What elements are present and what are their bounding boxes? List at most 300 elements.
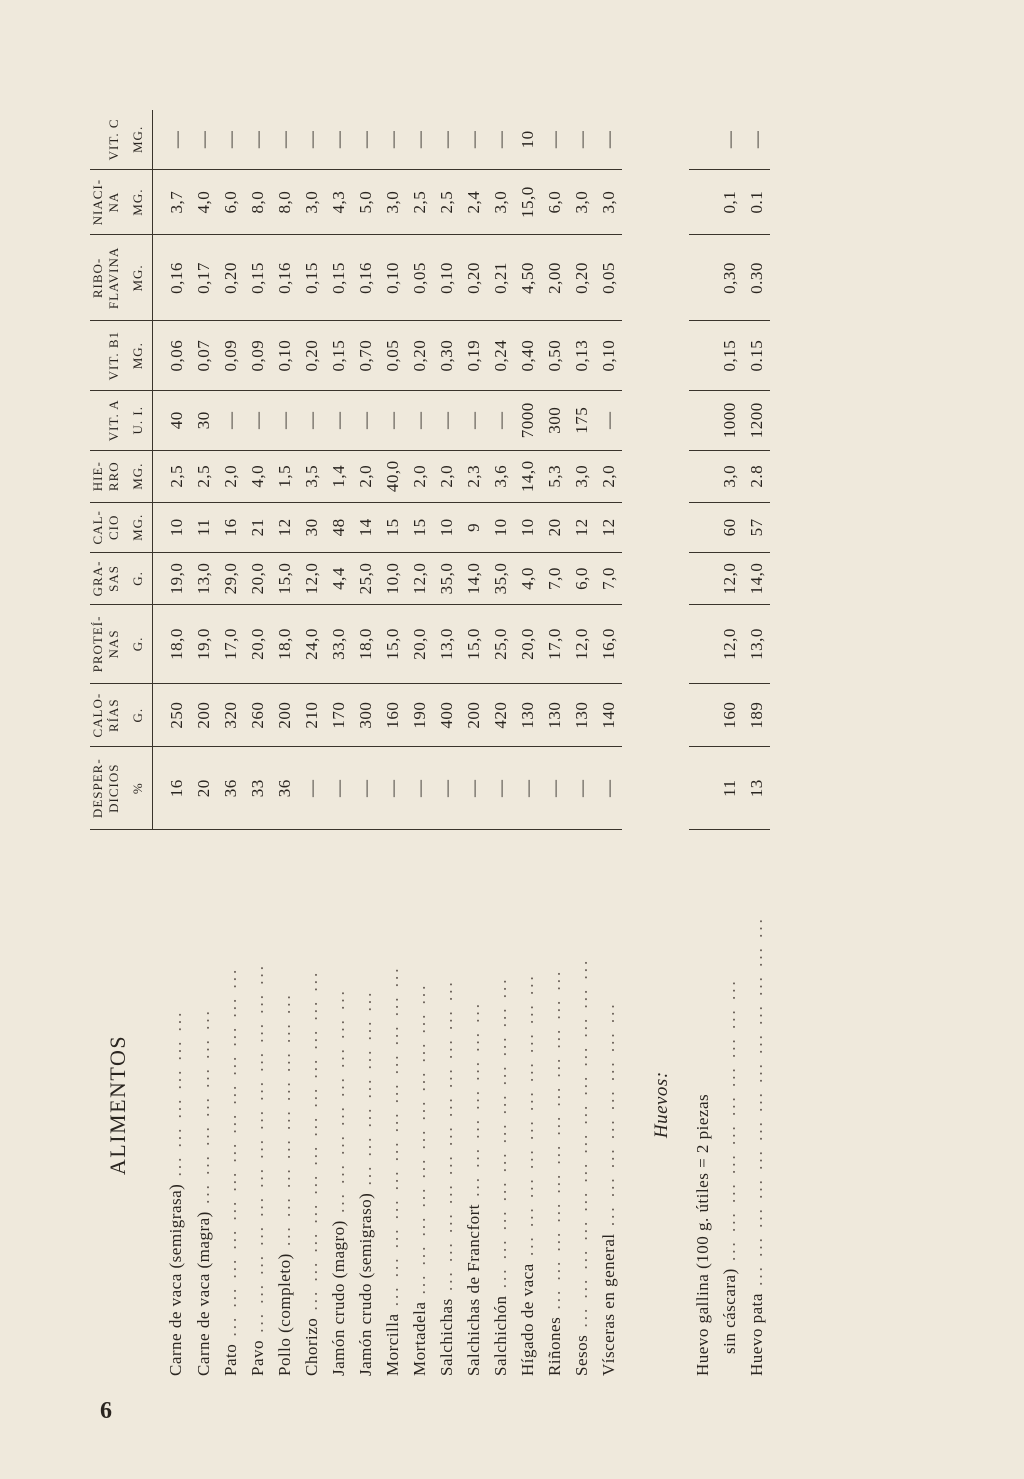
empty-cell xyxy=(622,450,689,502)
table-cell: 10 xyxy=(153,502,191,552)
food-name: Huevo pata xyxy=(746,1293,766,1376)
leader-dots: ... ... ... ... ... ... ... ... ... ... ... ... ... xyxy=(247,963,267,1340)
empty-cell xyxy=(622,169,689,235)
table-cell: 210 xyxy=(298,683,325,746)
header-proteinas: PROTEÍ- NAS xyxy=(90,604,128,683)
table-cell: — xyxy=(271,390,298,450)
table-cell: 13,0 xyxy=(433,604,460,683)
table-cell: 0,09 xyxy=(244,321,271,390)
table-cell: 48 xyxy=(325,502,352,552)
table-cell: 0,16 xyxy=(153,235,191,321)
table-cell: 11 xyxy=(190,502,217,552)
table-cell: 0,15 xyxy=(325,321,352,390)
table-cell: 18,0 xyxy=(153,604,191,683)
table-cell: 1,5 xyxy=(271,450,298,502)
table-cell: 0,15 xyxy=(325,235,352,321)
table-cell: — xyxy=(460,747,487,830)
leader-dots: ... ... ... ... ... ... ... ... ... ... ... ... xyxy=(544,968,564,1317)
table-cell: 15,0 xyxy=(271,552,298,604)
table-cell: — xyxy=(595,110,622,169)
leader-dots: ... ... ... ... ... ... ... ... ... xyxy=(274,992,294,1254)
empty-cell xyxy=(689,235,716,321)
table-cell: 0,50 xyxy=(541,321,568,390)
food-name: Carne de vaca (magra) xyxy=(193,1211,213,1376)
table-cell: 9 xyxy=(460,502,487,552)
table-cell: 13,0 xyxy=(190,552,217,604)
food-name-cell xyxy=(568,830,595,1381)
table-cell: 15,0 xyxy=(379,604,406,683)
table-cell: 5,0 xyxy=(352,169,379,235)
table-cell: 21 xyxy=(244,502,271,552)
table-cell: 0,16 xyxy=(352,235,379,321)
table-cell: — xyxy=(379,390,406,450)
table-cell: 2,4 xyxy=(460,169,487,235)
table-cell: 250 xyxy=(153,683,191,746)
table-cell: 0,06 xyxy=(153,321,191,390)
table-cell: 0,10 xyxy=(271,321,298,390)
nutrition-table xyxy=(90,110,770,1380)
food-name: Pato xyxy=(220,1343,240,1376)
table-cell: — xyxy=(244,390,271,450)
table-cell: — xyxy=(716,110,743,169)
section-title: Huevos: xyxy=(650,1071,672,1139)
table-cell: 0,15 xyxy=(244,235,271,321)
table-cell: 14 xyxy=(352,502,379,552)
table-cell: 8,0 xyxy=(244,169,271,235)
header-calcio: CAL- CIO xyxy=(90,502,128,552)
table-cell: 6,0 xyxy=(568,552,595,604)
table-cell: 40 xyxy=(153,390,191,450)
table-cell: 12,0 xyxy=(406,552,433,604)
table-cell: — xyxy=(487,110,514,169)
leader-dots: ... ... ... ... ... ... ... xyxy=(463,1001,483,1204)
table-cell: 0,20 xyxy=(406,321,433,390)
table-cell: 200 xyxy=(460,683,487,746)
empty-cell xyxy=(622,604,689,683)
table-cell: — xyxy=(568,110,595,169)
empty-cell xyxy=(622,235,689,321)
table-cell: 0,13 xyxy=(568,321,595,390)
table-cell: 12,0 xyxy=(568,604,595,683)
food-name: Carne de vaca (semigrasa) xyxy=(166,1183,186,1376)
table-cell: — xyxy=(271,110,298,169)
table-row xyxy=(190,110,217,1380)
table-cell: 10,0 xyxy=(379,552,406,604)
food-name: Jamón crudo (magro) xyxy=(328,1220,348,1376)
table-cell: 5,3 xyxy=(541,450,568,502)
table-row xyxy=(595,110,622,1380)
table-row xyxy=(514,110,541,1380)
empty-cell xyxy=(622,683,689,746)
table-cell: 20 xyxy=(541,502,568,552)
table-cell: 35,0 xyxy=(433,552,460,604)
table-cell: 0,10 xyxy=(379,235,406,321)
table-row xyxy=(460,110,487,1380)
empty-cell xyxy=(622,502,689,552)
table-cell: 12 xyxy=(595,502,622,552)
table-cell: 14,0 xyxy=(514,450,541,502)
food-name-cell xyxy=(190,830,217,1381)
leader-dots: ... ... ... ... ... ... ... ... ... ... ... ... xyxy=(301,969,321,1318)
table-cell: 0,09 xyxy=(217,321,244,390)
header-calorias: CALO- RÍAS xyxy=(90,683,128,746)
leader-dots: ... ... ... ... ... ... ... ... ... ... ... xyxy=(409,982,429,1302)
leader-dots: ... ... ... ... ... ... ... ... ... ... xyxy=(517,973,537,1264)
table-cell: 16,0 xyxy=(595,604,622,683)
leader-dots: ... ... ... ... ... ... ... xyxy=(355,989,375,1193)
table-cell: 3,7 xyxy=(153,169,191,235)
food-name-cell xyxy=(244,830,271,1381)
table-cell: 189 xyxy=(743,683,770,746)
table-row xyxy=(433,110,460,1380)
table-cell: 4,0 xyxy=(244,450,271,502)
table-cell: 33 xyxy=(244,747,271,830)
table-cell: 17,0 xyxy=(217,604,244,683)
header-row-labels xyxy=(90,110,128,1380)
table-cell: 12 xyxy=(568,502,595,552)
table-cell: 0,15 xyxy=(716,321,743,390)
section-row xyxy=(622,110,689,1380)
table-cell: 33,0 xyxy=(325,604,352,683)
table-cell: 2,3 xyxy=(460,450,487,502)
table-cell: 15 xyxy=(379,502,406,552)
table-cell: 10 xyxy=(433,502,460,552)
table-cell: 420 xyxy=(487,683,514,746)
table-cell: — xyxy=(217,110,244,169)
leader-dots: ... ... ... ... ... ... ... ... xyxy=(598,1001,618,1234)
table-cell: 1000 xyxy=(716,390,743,450)
table-cell: 14,0 xyxy=(460,552,487,604)
table-cell: 0,10 xyxy=(433,235,460,321)
table-cell: 130 xyxy=(514,683,541,746)
table-cell: 175 xyxy=(568,390,595,450)
table-row xyxy=(487,110,514,1380)
table-cell: 18,0 xyxy=(271,604,298,683)
empty-cell xyxy=(622,321,689,390)
table-cell: 0,05 xyxy=(595,235,622,321)
empty-cell xyxy=(689,502,716,552)
unit-calcio: MG. xyxy=(128,502,153,552)
table-cell: 0,16 xyxy=(271,235,298,321)
table-cell: 3,0 xyxy=(568,169,595,235)
table-cell: 0,20 xyxy=(568,235,595,321)
table-cell: 11 xyxy=(716,747,743,830)
header-grasas: GRA- SAS xyxy=(90,552,128,604)
table-cell: 2,0 xyxy=(352,450,379,502)
table-cell: 2.8 xyxy=(743,450,770,502)
table-cell: 0,20 xyxy=(460,235,487,321)
empty-cell xyxy=(689,552,716,604)
table-cell: 13 xyxy=(743,747,770,830)
table-cell: 0,40 xyxy=(514,321,541,390)
table-cell: 25,0 xyxy=(487,604,514,683)
unit-riboflavina: MG. xyxy=(128,235,153,321)
table-cell: 2,00 xyxy=(541,235,568,321)
table-cell: 0.30 xyxy=(743,235,770,321)
header-hierro: HIE- RRO xyxy=(90,450,128,502)
table-cell: 0,70 xyxy=(352,321,379,390)
table-cell: 4,50 xyxy=(514,235,541,321)
leader-dots: ... ... ... ... ... ... ... ... ... ... ... xyxy=(490,976,510,1296)
table-cell: 10 xyxy=(514,110,541,169)
table-row xyxy=(716,110,743,1380)
header-riboflavina: RIBO- FLAVINA xyxy=(90,235,128,321)
food-name: Pavo xyxy=(247,1340,267,1376)
table-cell: 20 xyxy=(190,747,217,830)
table-cell: 0,15 xyxy=(298,235,325,321)
empty-cell xyxy=(689,169,716,235)
table-cell: 20,0 xyxy=(244,552,271,604)
table-cell: — xyxy=(460,390,487,450)
empty-cell xyxy=(689,604,716,683)
table-cell: 60 xyxy=(716,502,743,552)
food-name: Vísceras en general xyxy=(598,1233,618,1376)
table-cell: 12,0 xyxy=(298,552,325,604)
table-cell: 1200 xyxy=(743,390,770,450)
table-row xyxy=(217,110,244,1380)
table-row xyxy=(352,110,379,1380)
table-cell: 14,0 xyxy=(743,552,770,604)
table-cell: 17,0 xyxy=(541,604,568,683)
empty-cell xyxy=(689,683,716,746)
table-cell: — xyxy=(487,747,514,830)
unit-hierro: MG. xyxy=(128,450,153,502)
table-cell: 0,05 xyxy=(406,235,433,321)
empty-cell xyxy=(689,450,716,502)
table-cell: 0,20 xyxy=(217,235,244,321)
table-cell: — xyxy=(379,110,406,169)
table-cell: 13,0 xyxy=(743,604,770,683)
table-cell: — xyxy=(433,747,460,830)
table-cell: 2,5 xyxy=(190,450,217,502)
header-vit-a: VIT. A xyxy=(90,390,128,450)
table-cell: 19,0 xyxy=(190,604,217,683)
table-cell: — xyxy=(325,747,352,830)
food-name: Hígado de vaca xyxy=(517,1263,537,1376)
table-row xyxy=(379,110,406,1380)
table-cell: 18,0 xyxy=(352,604,379,683)
table-cell: — xyxy=(325,110,352,169)
food-name: Morcilla xyxy=(382,1313,402,1376)
table-cell: 0,1 xyxy=(716,169,743,235)
table-row xyxy=(743,110,770,1380)
table-cell: 15,0 xyxy=(460,604,487,683)
table-cell: 400 xyxy=(433,683,460,746)
table-cell: 170 xyxy=(325,683,352,746)
table-cell: 2,0 xyxy=(433,450,460,502)
header-foods: ALIMENTOS xyxy=(105,1034,131,1176)
empty-cell xyxy=(689,110,716,169)
table-row xyxy=(244,110,271,1380)
food-name-cell xyxy=(352,830,379,1381)
header-vit-b1: VIT. B1 xyxy=(90,321,128,390)
leader-dots: ... ... ... ... ... ... ... ... ... ... ... ... ... xyxy=(220,966,240,1344)
table-cell: — xyxy=(352,110,379,169)
food-name-cell xyxy=(271,830,298,1381)
table-cell: 3,0 xyxy=(298,169,325,235)
empty-cell xyxy=(622,110,689,169)
food-name: Salchichas de Francfort xyxy=(463,1204,483,1376)
table-cell: 6,0 xyxy=(217,169,244,235)
header-niacina: NIACI- NA xyxy=(90,169,128,235)
food-name-cell xyxy=(325,830,352,1381)
table-cell: 0.15 xyxy=(743,321,770,390)
table-cell: 0,20 xyxy=(298,321,325,390)
table-cell: — xyxy=(433,110,460,169)
table-cell: 4,3 xyxy=(325,169,352,235)
table-cell: — xyxy=(460,110,487,169)
table-cell: 29,0 xyxy=(217,552,244,604)
table-cell: 300 xyxy=(352,683,379,746)
leader-dots: ... ... ... ... ... ... ... ... ... ... ... xyxy=(436,979,456,1299)
table-cell: — xyxy=(352,747,379,830)
food-name-cell xyxy=(433,830,460,1381)
table-cell: 0,21 xyxy=(487,235,514,321)
empty-cell xyxy=(689,321,716,390)
header-vit-c: VIT. C xyxy=(90,110,128,169)
table-cell: 2,5 xyxy=(406,169,433,235)
table-cell: 36 xyxy=(217,747,244,830)
table-row xyxy=(325,110,352,1380)
table-cell: 4,4 xyxy=(325,552,352,604)
table-row xyxy=(568,110,595,1380)
leader-dots: ... ... ... ... ... ... ... ... xyxy=(328,988,348,1221)
empty-cell xyxy=(689,747,716,830)
table-cell: 0.1 xyxy=(743,169,770,235)
table-cell: — xyxy=(406,390,433,450)
table-cell: — xyxy=(406,110,433,169)
food-name-cell xyxy=(514,830,541,1381)
table-cell: 0,05 xyxy=(379,321,406,390)
table-cell: 0,07 xyxy=(190,321,217,390)
table-cell: — xyxy=(433,390,460,450)
table-cell: — xyxy=(153,110,191,169)
unit-vit-b1: MG. xyxy=(128,321,153,390)
food-name: Riñones xyxy=(544,1316,564,1376)
table-cell: 0,30 xyxy=(716,235,743,321)
table-cell: 3,0 xyxy=(379,169,406,235)
table-cell: — xyxy=(190,110,217,169)
food-name: Pollo (completo) xyxy=(274,1253,294,1376)
table-cell: — xyxy=(325,390,352,450)
table-cell: 2,0 xyxy=(217,450,244,502)
table-cell: 2,0 xyxy=(406,450,433,502)
food-name: Jamón crudo (semigraso) xyxy=(355,1192,375,1376)
table-cell: 25,0 xyxy=(352,552,379,604)
table-cell: 2,5 xyxy=(153,450,191,502)
table-cell: 3,6 xyxy=(487,450,514,502)
table-cell: 200 xyxy=(271,683,298,746)
food-name: Salchichón xyxy=(490,1295,510,1376)
table-cell: 0,19 xyxy=(460,321,487,390)
table-cell: 20,0 xyxy=(514,604,541,683)
table-row xyxy=(153,110,191,1380)
table-row xyxy=(298,110,325,1380)
table-cell: 0,17 xyxy=(190,235,217,321)
food-name: Sesos xyxy=(571,1334,591,1376)
table-cell: — xyxy=(541,110,568,169)
table-row xyxy=(406,110,433,1380)
empty-cell xyxy=(622,552,689,604)
food-name-cell xyxy=(379,830,406,1381)
nutrition-table-rotated xyxy=(90,110,870,1380)
leader-dots: ... ... ... ... ... ... ... ... ... ... ... ... ... xyxy=(746,916,766,1294)
unit-niacina: MG. xyxy=(128,169,153,235)
table-cell: 260 xyxy=(244,683,271,746)
table-cell: — xyxy=(541,747,568,830)
empty-cell xyxy=(622,747,689,830)
table-cell: 320 xyxy=(217,683,244,746)
table-header xyxy=(90,110,153,1380)
table-body xyxy=(153,110,771,1380)
table-cell: 2,0 xyxy=(595,450,622,502)
empty-cell xyxy=(689,390,716,450)
table-cell: — xyxy=(568,747,595,830)
table-cell: 16 xyxy=(217,502,244,552)
food-name-cell xyxy=(217,830,244,1381)
table-cell: — xyxy=(595,390,622,450)
table-cell: 0,24 xyxy=(487,321,514,390)
table-row xyxy=(271,110,298,1380)
table-cell: 10 xyxy=(487,502,514,552)
table-cell: 130 xyxy=(568,683,595,746)
table-cell: 8,0 xyxy=(271,169,298,235)
table-cell: 40,0 xyxy=(379,450,406,502)
table-cell: 30 xyxy=(298,502,325,552)
table-cell: 20,0 xyxy=(406,604,433,683)
table-cell: 12,0 xyxy=(716,552,743,604)
table-cell: 2,5 xyxy=(433,169,460,235)
table-cell: — xyxy=(244,110,271,169)
table-cell: 1,4 xyxy=(325,450,352,502)
table-cell: 0,10 xyxy=(595,321,622,390)
table-cell: — xyxy=(298,747,325,830)
leader-dots: ... ... ... ... ... ... ... xyxy=(193,1008,213,1212)
table-cell: 12 xyxy=(271,502,298,552)
table-cell: 15 xyxy=(406,502,433,552)
table-cell: 200 xyxy=(190,683,217,746)
food-name-cell xyxy=(460,830,487,1381)
table-cell: 190 xyxy=(406,683,433,746)
table-cell: 3,0 xyxy=(487,169,514,235)
table-row xyxy=(689,110,716,1380)
table-cell: — xyxy=(406,747,433,830)
table-cell: 15,0 xyxy=(514,169,541,235)
table-cell: — xyxy=(352,390,379,450)
page-number: 6 xyxy=(100,1398,112,1424)
leader-dots: ... ... ... ... ... ... ... ... ... ... xyxy=(719,978,739,1269)
table-cell: 36 xyxy=(271,747,298,830)
food-name-cell xyxy=(541,830,568,1381)
food-name: Salchichas xyxy=(436,1298,456,1376)
food-name-cell xyxy=(298,830,325,1381)
empty-cell xyxy=(622,390,689,450)
food-name-cell xyxy=(743,830,770,1381)
table-cell: — xyxy=(379,747,406,830)
table-cell: 3,5 xyxy=(298,450,325,502)
food-name-cell xyxy=(487,830,514,1381)
header-desperdicios: DESPER- DICIOS xyxy=(90,747,128,830)
table-cell: 130 xyxy=(541,683,568,746)
table-cell: 7,0 xyxy=(595,552,622,604)
leader-dots: ... ... ... ... ... ... ... ... ... ... ... ... ... xyxy=(571,957,591,1335)
table-cell: 140 xyxy=(595,683,622,746)
table-cell: — xyxy=(298,110,325,169)
leader-dots: ... ... ... ... ... ... ... ... ... ... ... ... xyxy=(382,965,402,1314)
table-row xyxy=(541,110,568,1380)
table-cell: 16 xyxy=(153,747,191,830)
table-cell: 24,0 xyxy=(298,604,325,683)
